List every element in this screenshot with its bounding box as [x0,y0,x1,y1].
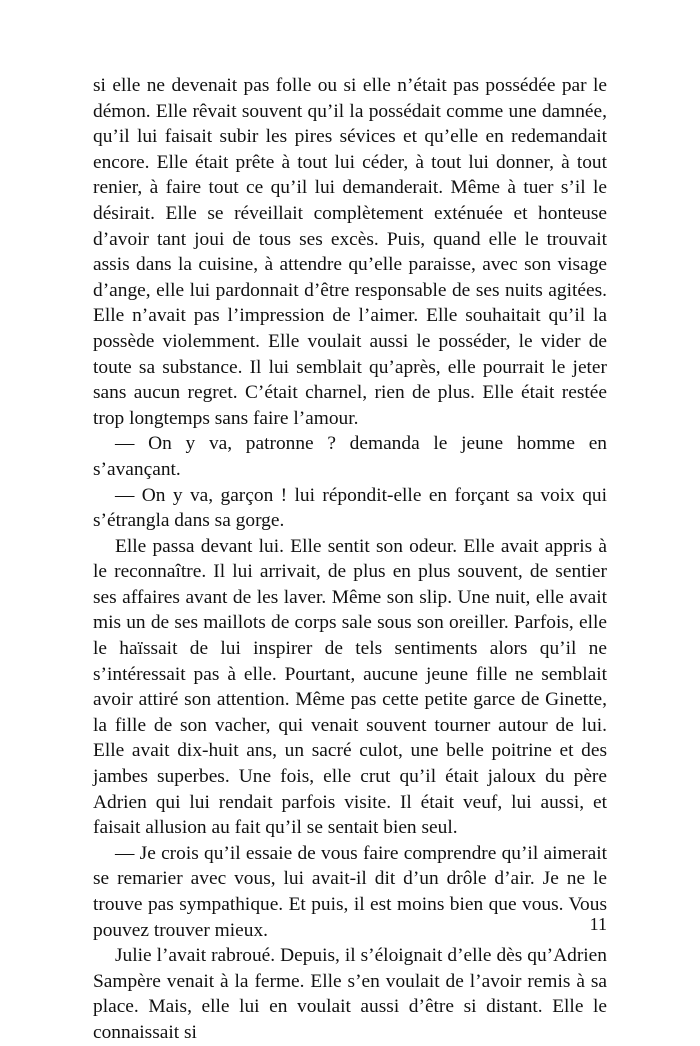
paragraph: Elle passa devant lui. Elle sentit son odeur. Elle avait appris à le reconnaître. Il lui arrivait, de plus en plus souvent, de sentier ses affaires avant de les laver. Même son slip. Une nuit, elle avait mis un de ses maillots de corps sale sous son oreiller. Parfois, elle le haïssait de lui inspirer de tels sentiments alors qu’il ne s’intéressait pas à elle. Pourtant, aucune jeune fille ne semblait avoir attiré son attention. Même pas cette petite garce de Ginette, la fille de son vacher, qui venait souvent tourner autour de lui. Elle avait dix-huit ans, un sacré culot, une belle poitrine et des jambes superbes. Une fois, elle crut qu’il était jaloux du père Adrien qui lui rendait parfois visite. Il était veuf, lui aussi, et faisait allusion au fait qu’il se sentait bien seul. [93,535,607,839]
page-number: 11 [589,914,607,934]
dialogue-paragraph: — Je crois qu’il essaie de vous faire comprendre qu’il aimerait se remarier avec vous, lui avait-il dit d’un drôle d’air. Je ne le trouve pas sympathique. Et puis, il est moins bien que vous. Vous pouvez trouver mieux. [93,842,607,941]
paragraph: Julie l’avait rabroué. Depuis, il s’éloignait d’elle dès qu’Adrien Sampère venait à la ferme. Elle s’en voulait de l’avoir remis à sa place. Mais, elle lui en voulait aussi d’être si distant. Elle le connaissait si [93,945,607,1043]
dialogue-paragraph: — On y va, garçon ! lui répondit-elle en forçant sa voix qui s’étrangla dans sa gorge. [93,484,607,532]
paragraph: si elle ne devenait pas folle ou si elle n’était pas possédée par le démon. Elle rêvait souvent qu’il la possédait comme une damnée, qu’il lui faisait subir les pires sévices et qu’elle en redemandait encore. Elle était prête à tout lui céder, à tout lui donner, à tout renier, à faire tout ce qu’il lui demanderait. Même à tuer s’il le désirait. Elle se réveillait complètement exténuée et honteuse d’avoir tant joui de tous ses excès. Puis, quand elle le trouvait assis dans la cuisine, à attendre qu’elle paraisse, avec son visage d’ange, elle lui pardonnait d’être responsable de ses nuits agitées. Elle n’avait pas l’impression de l’aimer. Elle souhaitait qu’il la possède violemment. Elle voulait aussi le posséder, le vider de toute sa substance. Il lui semblait qu’après, elle pourrait le jeter sans aucun regret. C’était charnel, rien de plus. Elle était restée trop longtemps sans faire l’amour. [93,75,607,429]
body-text [93,73,607,1046]
dialogue-paragraph: — On y va, patronne ? demanda le jeune homme en s’avançant. [93,433,607,480]
